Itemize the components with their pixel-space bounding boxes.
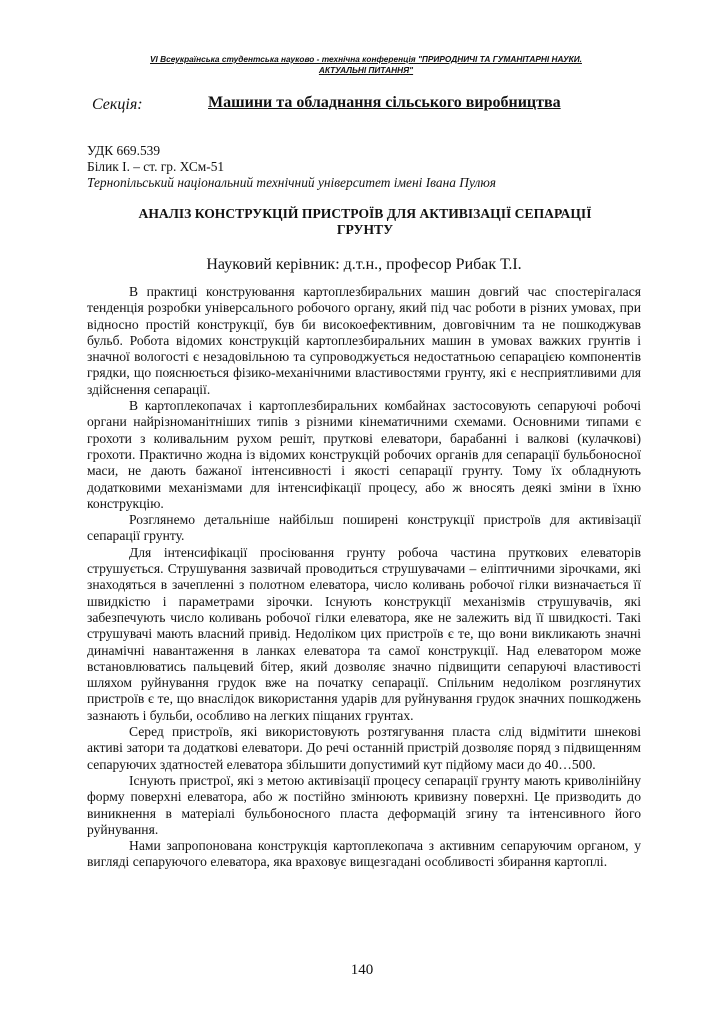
section-label: Секція:	[92, 96, 143, 113]
paragraph-5: Серед пристроїв, які використовують розтягування пласта слід відмітити шнекові активі затори та додаткові елеватори. До речі останній пристрій дозволяє поряд з підвищенням сепаруючих здатностей елеватора збільшити допустимий кут підйому маси до 40…500.	[87, 724, 641, 772]
conference-header-line-2: АКТУАЛЬНІ ПИТАННЯ"	[318, 65, 414, 75]
paragraph-7: Нами запропонована конструкція картоплекопача з активним сепаруючим органом, у вигляді сепаруючого елеватора, яка враховує вищезгадані особливості збирання картоплі.	[87, 838, 641, 870]
author-line: Білик І. – ст. гр. ХСм-51	[87, 159, 225, 174]
udk-code: УДК 669.539	[87, 143, 161, 158]
paragraph-2: В картоплекопачах і картоплезбиральних комбайнах застосовують сепаруючі робочі органи найрізноманітніших типів з різними кінематичними схемами. Основними типами є грохоти з коливальним рухом решіт, пруткові елеватори, барабанні і валкові (кулачкові) грохоти. Практично жодна із відомих конструкцій робочих органів для сепарації бульбоносної маси, не дають бажаної інтенсивності і якості сепарації грунту. Тому їх обладнують додатковими механізмами для інтенсифікації процесу, або ж вносять деякі зміни в їхню конструкцію.	[87, 398, 641, 511]
conference-header	[96, 54, 636, 76]
paragraph-4: Для інтенсифікації просіювання грунту робоча частина пруткових елеваторів струшується. Струшування зазвичай проводиться струшувачами – еліптичними зірочками, які знаходяться в зачепленні з полотном елеватора, число коливань робочої гілки визначається її швидкістю і параметрами зірочки. Існують конструкції механізмів струшувачів, які забезпечують число коливань робочої гілки елеватора, яке не залежить від її швидкості. Такі струшувачі мають власний привід. Недоліком цих пристроїв є те, що вони викликають значні динамічні навантаження в ланках елеватора та самої конструкції. Над елеватором може встановлюватись пальцевий бітер, який дозволяє значно підвищити сепаруючі властивості шляхом руйнування грудок вже на початку сепарації. Спільним недоліком розглянутих пристроїв є те, що внаслідок використання ударів для руйнування грудок значних пошкоджень зазнають і бульби, особливо на легких піщаних грунтах.	[87, 544, 641, 723]
page-number: 140	[350, 962, 374, 978]
university-line: Тернопільський національний технічний університет імені Івана Пулюя	[87, 175, 497, 190]
paragraph-1: В практиці конструювання картоплезбиральних машин довгий час спостерігалася тенденція розробки універсального робочого органу, який під час роботи в різних умовах, при відносно простій конструкції, був би високоефективним, довговічним та не пошкоджував бульб. Робота відомих конструкцій картоплезбиральних машин в умовах важких грунтів і значної вологості є незадовільною та супроводжується недостатньою сепарацією компонентів грядки, що пояснюється фізико-механічними властивостями грунту, які є несприятливими для здійснення сепарації.	[87, 284, 641, 397]
paper-title-line-2: ГРУНТУ	[336, 222, 394, 237]
paragraph-3: Розглянемо детальніше найбільш поширені конструкції пристроїв для активізації сепарації грунту.	[87, 512, 641, 544]
conference-header-line-1: VI Всеукраїнська студентська науково - технічна конференція "ПРИРОДНИЧІ ТА ГУМАНІТАРНІ НАУКИ.	[150, 54, 582, 64]
paper-title-line-1: АНАЛІЗ КОНСТРУКЦІЙ ПРИСТРОЇВ ДЛЯ АКТИВІЗАЦІЇ СЕПАРАЦІЇ	[138, 206, 592, 221]
paragraph-6: Існують пристрої, які з метою активізації процесу сепарації грунту мають криволінійну форму поверхні елеватора, або ж постійно змінюють кривизну поверхні. Це призводить до виникнення в матеріалі бульбоносного пласта деформацій згину та інтенсивного його руйнування.	[87, 772, 641, 837]
paper-title	[100, 206, 630, 238]
section-title: Машини та обладнання сільського виробництва	[208, 94, 561, 111]
supervisor-line: Науковий керівник: д.т.н., професор Рибак Т.І.	[206, 256, 522, 273]
body-text	[87, 284, 641, 871]
